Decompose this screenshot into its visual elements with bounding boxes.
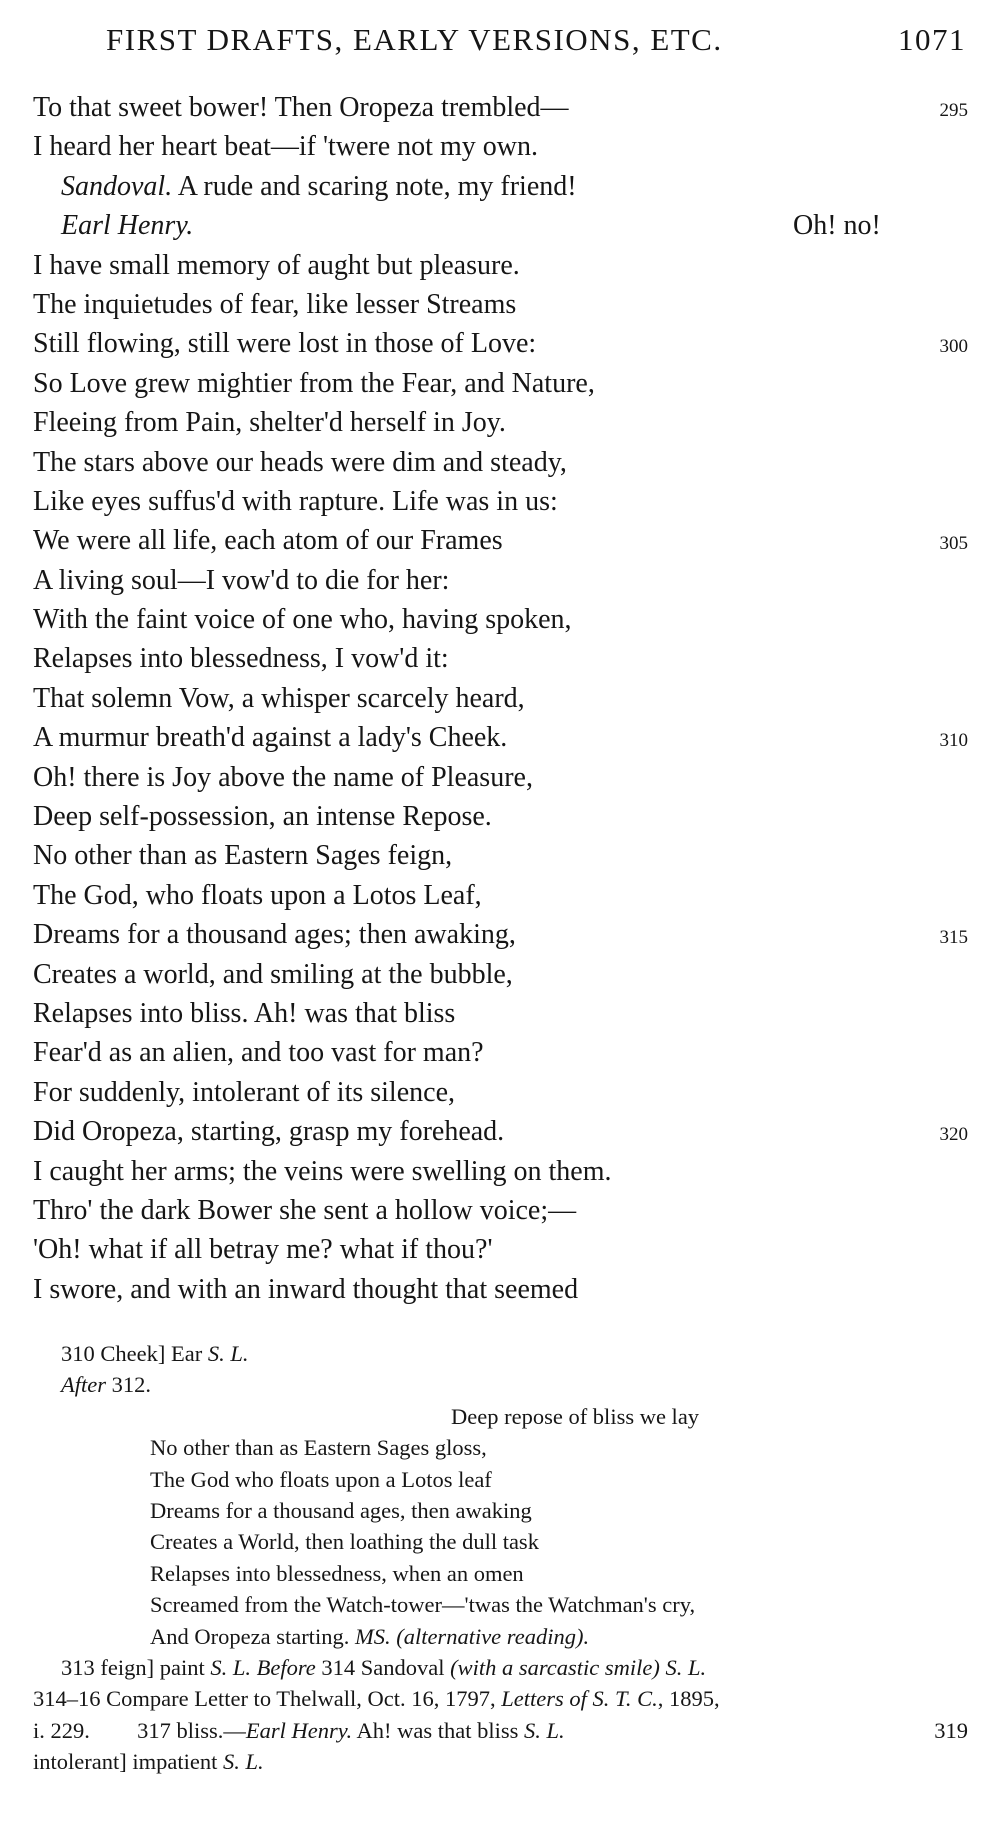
quoted-variant-line: Relapses into blessedness, when an omen xyxy=(150,1560,524,1586)
verse-line: Sandoval. A rude and scaring note, my friend! xyxy=(61,170,577,202)
verse-block xyxy=(33,88,968,1309)
verse-line: Deep self-possession, an intense Repose. xyxy=(33,801,492,833)
verse-line: The inquietudes of fear, like lesser Streams xyxy=(33,288,517,320)
note-line: After 312. xyxy=(61,1372,151,1398)
verse-line: A murmur breath'd against a lady's Cheek. 310 xyxy=(33,718,968,757)
verse-line: Dreams for a thousand ages; then awaking, 315 xyxy=(33,915,968,954)
verse-line: To that sweet bower! Then Oropeza trembled— 295 xyxy=(33,88,968,127)
verse-line: The God, who floats upon a Lotos Leaf, xyxy=(33,879,482,911)
running-title: FIRST DRAFTS, EARLY VERSIONS, ETC. xyxy=(106,22,723,57)
verse-line: We were all life, each atom of our Frames 305 xyxy=(33,521,968,560)
verse-line: Fear'd as an alien, and too vast for man? xyxy=(33,1037,484,1069)
verse-line: Relapses into blessedness, I vow'd it: xyxy=(33,643,449,675)
verse-line: Creates a world, and smiling at the bubble, xyxy=(33,958,513,990)
quoted-variant-line: Screamed from the Watch-tower—'twas the Watchman's cry, xyxy=(150,1592,696,1618)
note-line-ref: 319 xyxy=(934,1717,968,1743)
verse-line: Thro' the dark Bower she sent a hollow voice;— xyxy=(33,1194,577,1226)
textual-notes xyxy=(33,1338,968,1777)
note-line: 314–16 Compare Letter to Thelwall, Oct. 16, 1797, Letters of S. T. C., 1895, xyxy=(33,1686,720,1712)
verse-line: Earl Henry. Oh! no! xyxy=(61,210,881,242)
verse-line: A living soul—I vow'd to die for her: xyxy=(33,564,450,596)
verse-line: With the faint voice of one who, having spoken, xyxy=(33,604,572,636)
verse-line: I caught her arms; the veins were swelling on them. xyxy=(33,1155,612,1187)
verse-line: I heard her heart beat—if 'twere not my own. xyxy=(33,131,538,163)
verse-line: Like eyes suffus'd with rapture. Life was in us: xyxy=(33,485,558,517)
quoted-variant-line: Creates a World, then loathing the dull task xyxy=(150,1529,539,1555)
verse-line: So Love grew mightier from the Fear, and Nature, xyxy=(33,367,595,399)
line-number: 310 xyxy=(939,730,968,752)
quoted-variant-line: Dreams for a thousand ages, then awaking xyxy=(150,1497,532,1523)
line-number: 295 xyxy=(939,100,968,121)
page-number: 1071 xyxy=(898,22,966,57)
line-number: 320 xyxy=(939,1124,968,1146)
verse-line: I swore, and with an inward thought that seemed xyxy=(33,1273,579,1305)
verse-line: Relapses into bliss. Ah! was that bliss xyxy=(33,997,456,1029)
verse-line: Still flowing, still were lost in those of Love: 300 xyxy=(33,324,968,363)
note-line: i. 229. 317 bliss.—Earl Henry. Ah! was that bliss S. L. 319 xyxy=(33,1715,968,1746)
speaker-name: Sandoval. xyxy=(61,170,173,202)
note-line: intolerant] impatient S. L. xyxy=(33,1749,264,1775)
verse-line: 'Oh! what if all betray me? what if thou?' xyxy=(33,1234,493,1266)
speaker-name: Earl Henry. xyxy=(61,210,194,242)
quoted-variant-line: The God who floats upon a Lotos leaf xyxy=(150,1466,492,1492)
verse-line: No other than as Eastern Sages feign, xyxy=(33,840,453,872)
quoted-variant-line: And Oropeza starting. MS. (alternative reading). xyxy=(150,1623,590,1649)
note-line: 313 feign] paint S. L. Before 314 Sandoval (with a sarcastic smile) S. L. xyxy=(61,1654,707,1680)
verse-line: Fleeing from Pain, shelter'd herself in Joy. xyxy=(33,407,506,439)
verse-line: I have small memory of aught but pleasure. xyxy=(33,249,520,281)
verse-line: Oh! there is Joy above the name of Pleasure, xyxy=(33,761,533,793)
quoted-variant-line: No other than as Eastern Sages gloss, xyxy=(150,1435,487,1461)
quoted-variant-line: Deep repose of bliss we lay xyxy=(451,1403,700,1429)
verse-line: For suddenly, intolerant of its silence, xyxy=(33,1076,455,1108)
line-number: 305 xyxy=(939,533,968,555)
line-number: 315 xyxy=(939,927,968,949)
verse-line: Did Oropeza, starting, grasp my forehead. 320 xyxy=(33,1112,968,1151)
verse-line: That solemn Vow, a whisper scarcely heard, xyxy=(33,682,525,714)
verse-line: The stars above our heads were dim and steady, xyxy=(33,446,567,478)
line-number: 300 xyxy=(939,336,968,358)
running-header xyxy=(106,22,966,62)
note-line: 310 Cheek] Ear S. L. xyxy=(61,1341,249,1366)
